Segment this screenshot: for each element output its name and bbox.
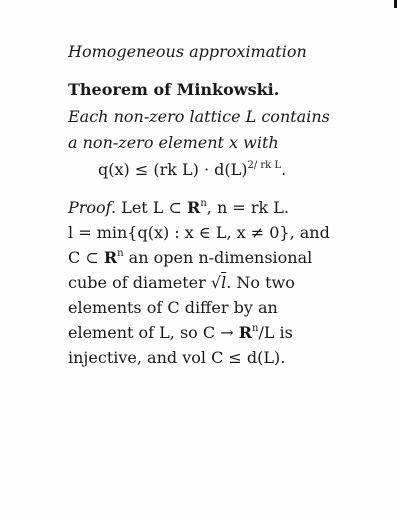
proof-text: , n = rk L. bbox=[206, 198, 289, 217]
exponent: n bbox=[252, 322, 259, 334]
proof-line-2: l = min{q(x) : x ∈ L, x ≠ 0}, and bbox=[68, 223, 330, 242]
proof-line-7: injective, and vol C ≤ d(L). bbox=[68, 348, 286, 367]
theorem-line-2: a non-zero element x with bbox=[68, 133, 279, 152]
corner-mark bbox=[394, 0, 397, 8]
slide-title: Homogeneous approximation bbox=[68, 42, 307, 61]
theorem-line-1: Each non-zero lattice L contains bbox=[68, 107, 330, 126]
reals-symbol: R bbox=[103, 248, 118, 267]
proof-text: cube of diameter √ bbox=[68, 273, 222, 292]
proof-label: Proof. bbox=[68, 198, 117, 217]
proof-line-3 bbox=[68, 248, 312, 268]
proof-line-5: elements of C differ by an bbox=[68, 298, 278, 317]
theorem-formula bbox=[98, 160, 286, 180]
formula-end: . bbox=[281, 160, 287, 179]
proof-text: C ⊂ bbox=[68, 248, 104, 267]
proof-line-4 bbox=[68, 273, 295, 293]
proof-line-1 bbox=[68, 198, 289, 218]
exponent: n bbox=[117, 247, 124, 259]
proof-line-6 bbox=[68, 323, 293, 343]
exponent: n bbox=[200, 197, 207, 209]
proof-text: an open n-dimensional bbox=[123, 248, 313, 267]
formula-exponent: 2/ rk L bbox=[247, 159, 282, 171]
theorem-heading: Theorem of Minkowski. bbox=[68, 80, 280, 99]
sqrt-argument: l bbox=[221, 273, 227, 292]
proof-text: Let L ⊂ bbox=[116, 198, 188, 217]
reals-symbol: R bbox=[187, 198, 201, 217]
formula-left: q(x) ≤ (rk L) · d(L) bbox=[98, 160, 248, 179]
proof-text: element of L, so C → bbox=[68, 323, 239, 342]
proof-text: /L is bbox=[258, 323, 293, 342]
reals-symbol: R bbox=[238, 323, 252, 342]
proof-text: . No two bbox=[226, 273, 295, 292]
